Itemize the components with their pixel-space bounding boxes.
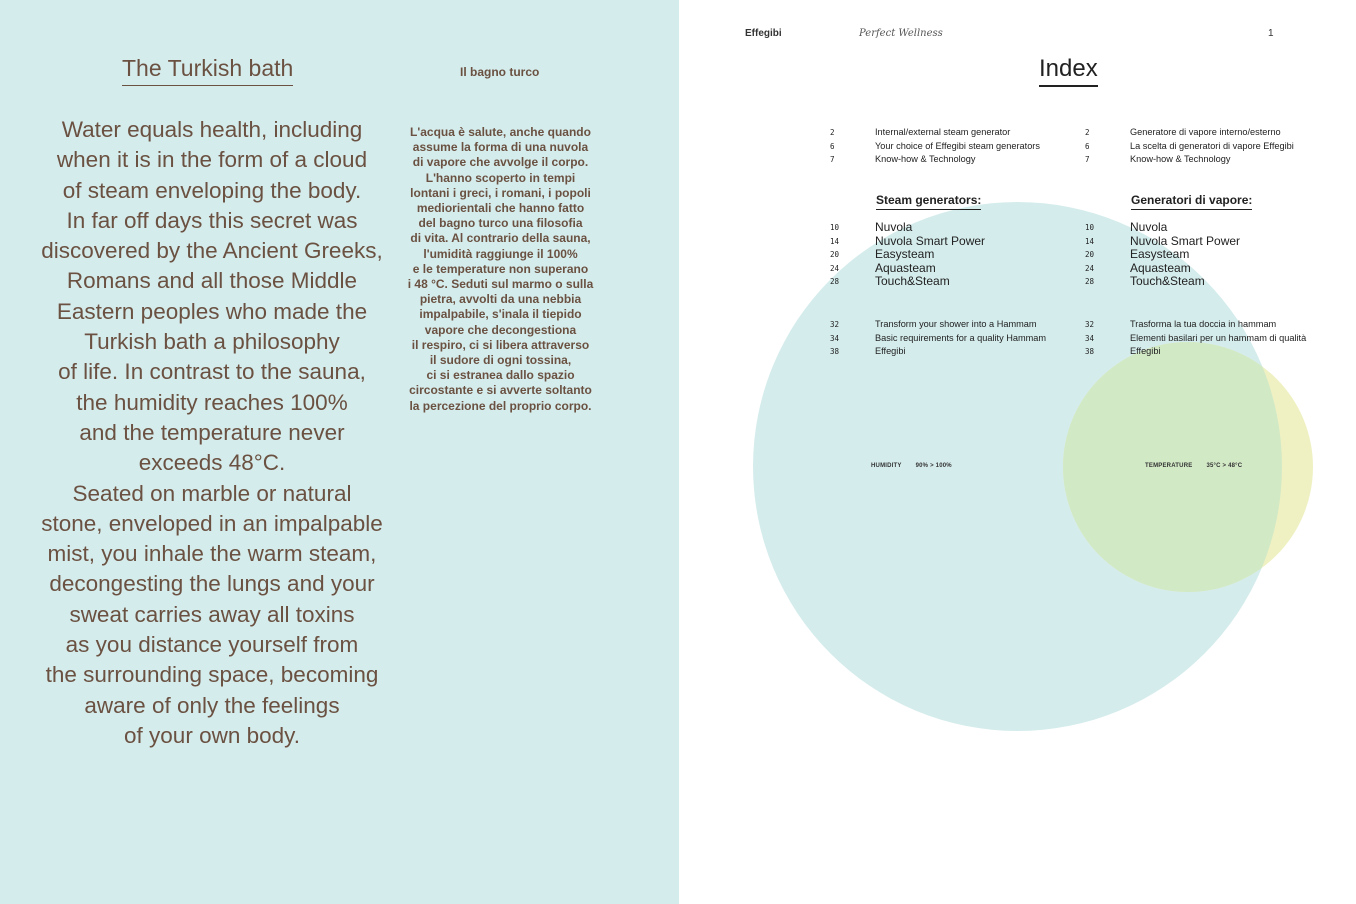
toc-page-number: 2 (1085, 128, 1090, 137)
toc-page-number: 20 (1085, 250, 1095, 260)
toc-page-number: 24 (1085, 263, 1095, 273)
toc-entry-label: Effegibi (875, 346, 906, 357)
text-line: e le temperature non superano (412, 261, 589, 276)
text-line: Water equals health, including (61, 117, 363, 142)
humidity-value: 90% > 100% (915, 463, 952, 469)
toc-entry-label: Nuvola (875, 220, 913, 234)
toc-products-it (1085, 221, 1335, 289)
text-line: discovered by the Ancient Greeks, (41, 238, 383, 264)
toc-page-number: 2 (830, 128, 835, 137)
text-line: la percezione del proprio corpo. (409, 398, 592, 413)
toc-entry[interactable] (1085, 275, 1335, 289)
toc-extra-it (1085, 318, 1335, 359)
toc-page-number: 32 (830, 320, 840, 329)
toc-page-number: 7 (1085, 155, 1090, 165)
toc-products-en (830, 221, 1050, 289)
text-line: of steam enveloping the body. (62, 177, 362, 203)
text-line: and the temperature never (79, 419, 345, 445)
text-line: vapore che decongestiona (424, 322, 577, 337)
brand-header: Effegibi (745, 28, 782, 39)
text-line: In far off days this secret was (66, 207, 358, 233)
toc-entry-label: Elementi basilari per un hammam di qualità (1130, 332, 1307, 343)
toc-page-number: 24 (830, 263, 840, 273)
text-line: exceeds 48°C. (138, 450, 286, 476)
section-generatori-di-vapore: Generatori di vapore: (1131, 193, 1252, 210)
text-line: mist, you inhale the warm steam, (47, 541, 377, 567)
english-body-text (12, 115, 412, 751)
toc-entry-label: Easysteam (1130, 247, 1190, 262)
toc-entry[interactable] (830, 221, 1050, 235)
page-number: 1 (1268, 28, 1274, 39)
toc-entry-label: Basic requirements for a quality Hammam (875, 332, 1047, 343)
toc-extra-en (830, 318, 1050, 359)
temperature-value: 35°C > 48°C (1206, 463, 1243, 469)
text-line: circostante e si avverte soltanto (409, 383, 592, 398)
toc-entry[interactable] (1085, 235, 1335, 249)
temperature-label: TEMPERATURE (1145, 463, 1193, 469)
toc-entry[interactable] (830, 345, 1050, 359)
toc-entry-label: Nuvola Smart Power (1130, 233, 1241, 248)
toc-entry[interactable] (1085, 153, 1335, 167)
text-line: impalpabile, s'inala il tiepido (419, 307, 582, 322)
text-line: mediorientali che hanno fatto (416, 201, 585, 216)
toc-entry-label: Your choice of Effegibi steam generators (875, 140, 1040, 151)
toc-page-number: 34 (830, 333, 840, 343)
index-title: Index (1039, 55, 1098, 87)
toc-intro-it (1085, 126, 1335, 167)
text-line: di vita. Al contrario della sauna, (410, 231, 591, 246)
humidity-label: HUMIDITY (871, 463, 902, 469)
text-line: assume la forma di una nuvola (412, 140, 589, 155)
toc-entry[interactable] (1085, 248, 1335, 262)
toc-entry[interactable] (1085, 318, 1335, 332)
temperature-annotation (1145, 463, 1256, 469)
text-line: i 48 °C. Seduti sul marmo o sulla (407, 277, 594, 292)
text-line: when it is in the form of a cloud (56, 147, 368, 173)
toc-entry[interactable] (830, 140, 1050, 154)
text-line: L'hanno scoperto in tempi (425, 170, 576, 185)
toc-entry-label: Know-how & Technology (1130, 154, 1231, 165)
text-line: lontani i greci, i romani, i popoli (410, 185, 591, 200)
text-line: il respiro, ci si libera attraverso (411, 337, 590, 352)
italian-body-text (398, 125, 603, 414)
toc-entry[interactable] (830, 318, 1050, 332)
toc-page-number: 38 (1085, 347, 1095, 357)
turkish-bath-title: The Turkish bath (122, 55, 293, 86)
text-line: pietra, avvolti da una nebbia (419, 292, 582, 307)
toc-entry-label: Know-how & Technology (875, 154, 976, 165)
toc-entry[interactable] (830, 332, 1050, 346)
toc-page-number: 14 (1085, 236, 1095, 246)
section-steam-generators: Steam generators: (876, 193, 981, 210)
toc-entry-label: Touch&Steam (875, 274, 950, 289)
toc-page-number: 28 (1085, 277, 1095, 287)
text-line: decongesting the lungs and your (49, 571, 375, 597)
text-line: Seated on marble or natural (72, 480, 352, 506)
text-line: il sudore di ogni tossina, (429, 353, 572, 368)
text-line: sweat carries away all toxins (69, 601, 355, 627)
toc-page-number: 32 (1085, 320, 1095, 329)
toc-entry[interactable] (1085, 262, 1335, 276)
text-line: ci si estranea dallo spazio (426, 368, 575, 383)
toc-entry-label: Touch&Steam (1130, 274, 1205, 289)
text-line: di vapore che avvolge il corpo. (412, 155, 589, 170)
text-line: stone, enveloped in an impalpable (41, 510, 383, 536)
toc-page-number: 34 (1085, 333, 1095, 343)
toc-page-number: 6 (1085, 141, 1090, 151)
text-line: Romans and all those Middle (66, 268, 358, 294)
toc-entry-label: Nuvola Smart Power (875, 233, 986, 248)
text-line: the humidity reaches 100% (76, 389, 348, 415)
toc-entry[interactable] (830, 262, 1050, 276)
text-line: Eastern peoples who made the (56, 298, 368, 324)
text-line: as you distance yourself from (65, 632, 359, 658)
toc-entry[interactable] (1085, 221, 1335, 235)
toc-page-number: 7 (830, 155, 835, 165)
toc-entry-label: Easysteam (875, 247, 935, 262)
toc-entry[interactable] (1085, 140, 1335, 154)
toc-intro-en (830, 126, 1050, 167)
toc-entry[interactable] (830, 248, 1050, 262)
text-line: aware of only the feelings (84, 692, 340, 718)
toc-page-number: 6 (830, 141, 835, 151)
right-page (679, 0, 1356, 904)
text-line: of life. In contrast to the sauna, (58, 359, 366, 385)
text-line: L'acqua è salute, anche quando (410, 125, 591, 139)
toc-entry[interactable] (830, 153, 1050, 167)
toc-entry-label: Transform your shower into a Hammam (875, 319, 1037, 329)
toc-entry[interactable] (830, 235, 1050, 249)
toc-entry-label: Nuvola (1130, 220, 1168, 234)
toc-page-number: 28 (830, 277, 840, 287)
toc-entry-label: Effegibi (1130, 346, 1161, 357)
text-line: Turkish bath a philosophy (84, 329, 340, 355)
toc-entry-label: Generatore di vapore interno/esterno (1130, 127, 1281, 137)
series-header: Perfect Wellness (859, 28, 943, 39)
text-line: l'umidità raggiunge il 100% (423, 246, 578, 261)
toc-entry[interactable] (1085, 126, 1335, 140)
toc-entry-label: Aquasteam (1130, 260, 1191, 275)
toc-page-number: 10 (1085, 223, 1095, 232)
toc-page-number: 38 (830, 347, 840, 357)
text-line: the surrounding space, becoming (45, 662, 379, 688)
bagno-turco-title: Il bagno turco (460, 65, 540, 79)
toc-entry-label: La scelta di generatori di vapore Effegibi (1130, 140, 1294, 151)
toc-page-number: 14 (830, 236, 840, 246)
text-line: of your own body. (124, 722, 300, 748)
text-line: del bagno turco una filosofia (418, 216, 583, 231)
toc-entry[interactable] (1085, 345, 1335, 359)
toc-entry-label: Aquasteam (875, 260, 936, 275)
humidity-annotation (871, 463, 966, 469)
toc-entry-label: Trasforma la tua doccia in hammam (1130, 319, 1277, 329)
toc-entry[interactable] (830, 126, 1050, 140)
toc-entry-label: Internal/external steam generator (875, 127, 1011, 137)
toc-page-number: 10 (830, 223, 840, 232)
toc-entry[interactable] (830, 275, 1050, 289)
toc-page-number: 20 (830, 250, 840, 260)
toc-entry[interactable] (1085, 332, 1335, 346)
